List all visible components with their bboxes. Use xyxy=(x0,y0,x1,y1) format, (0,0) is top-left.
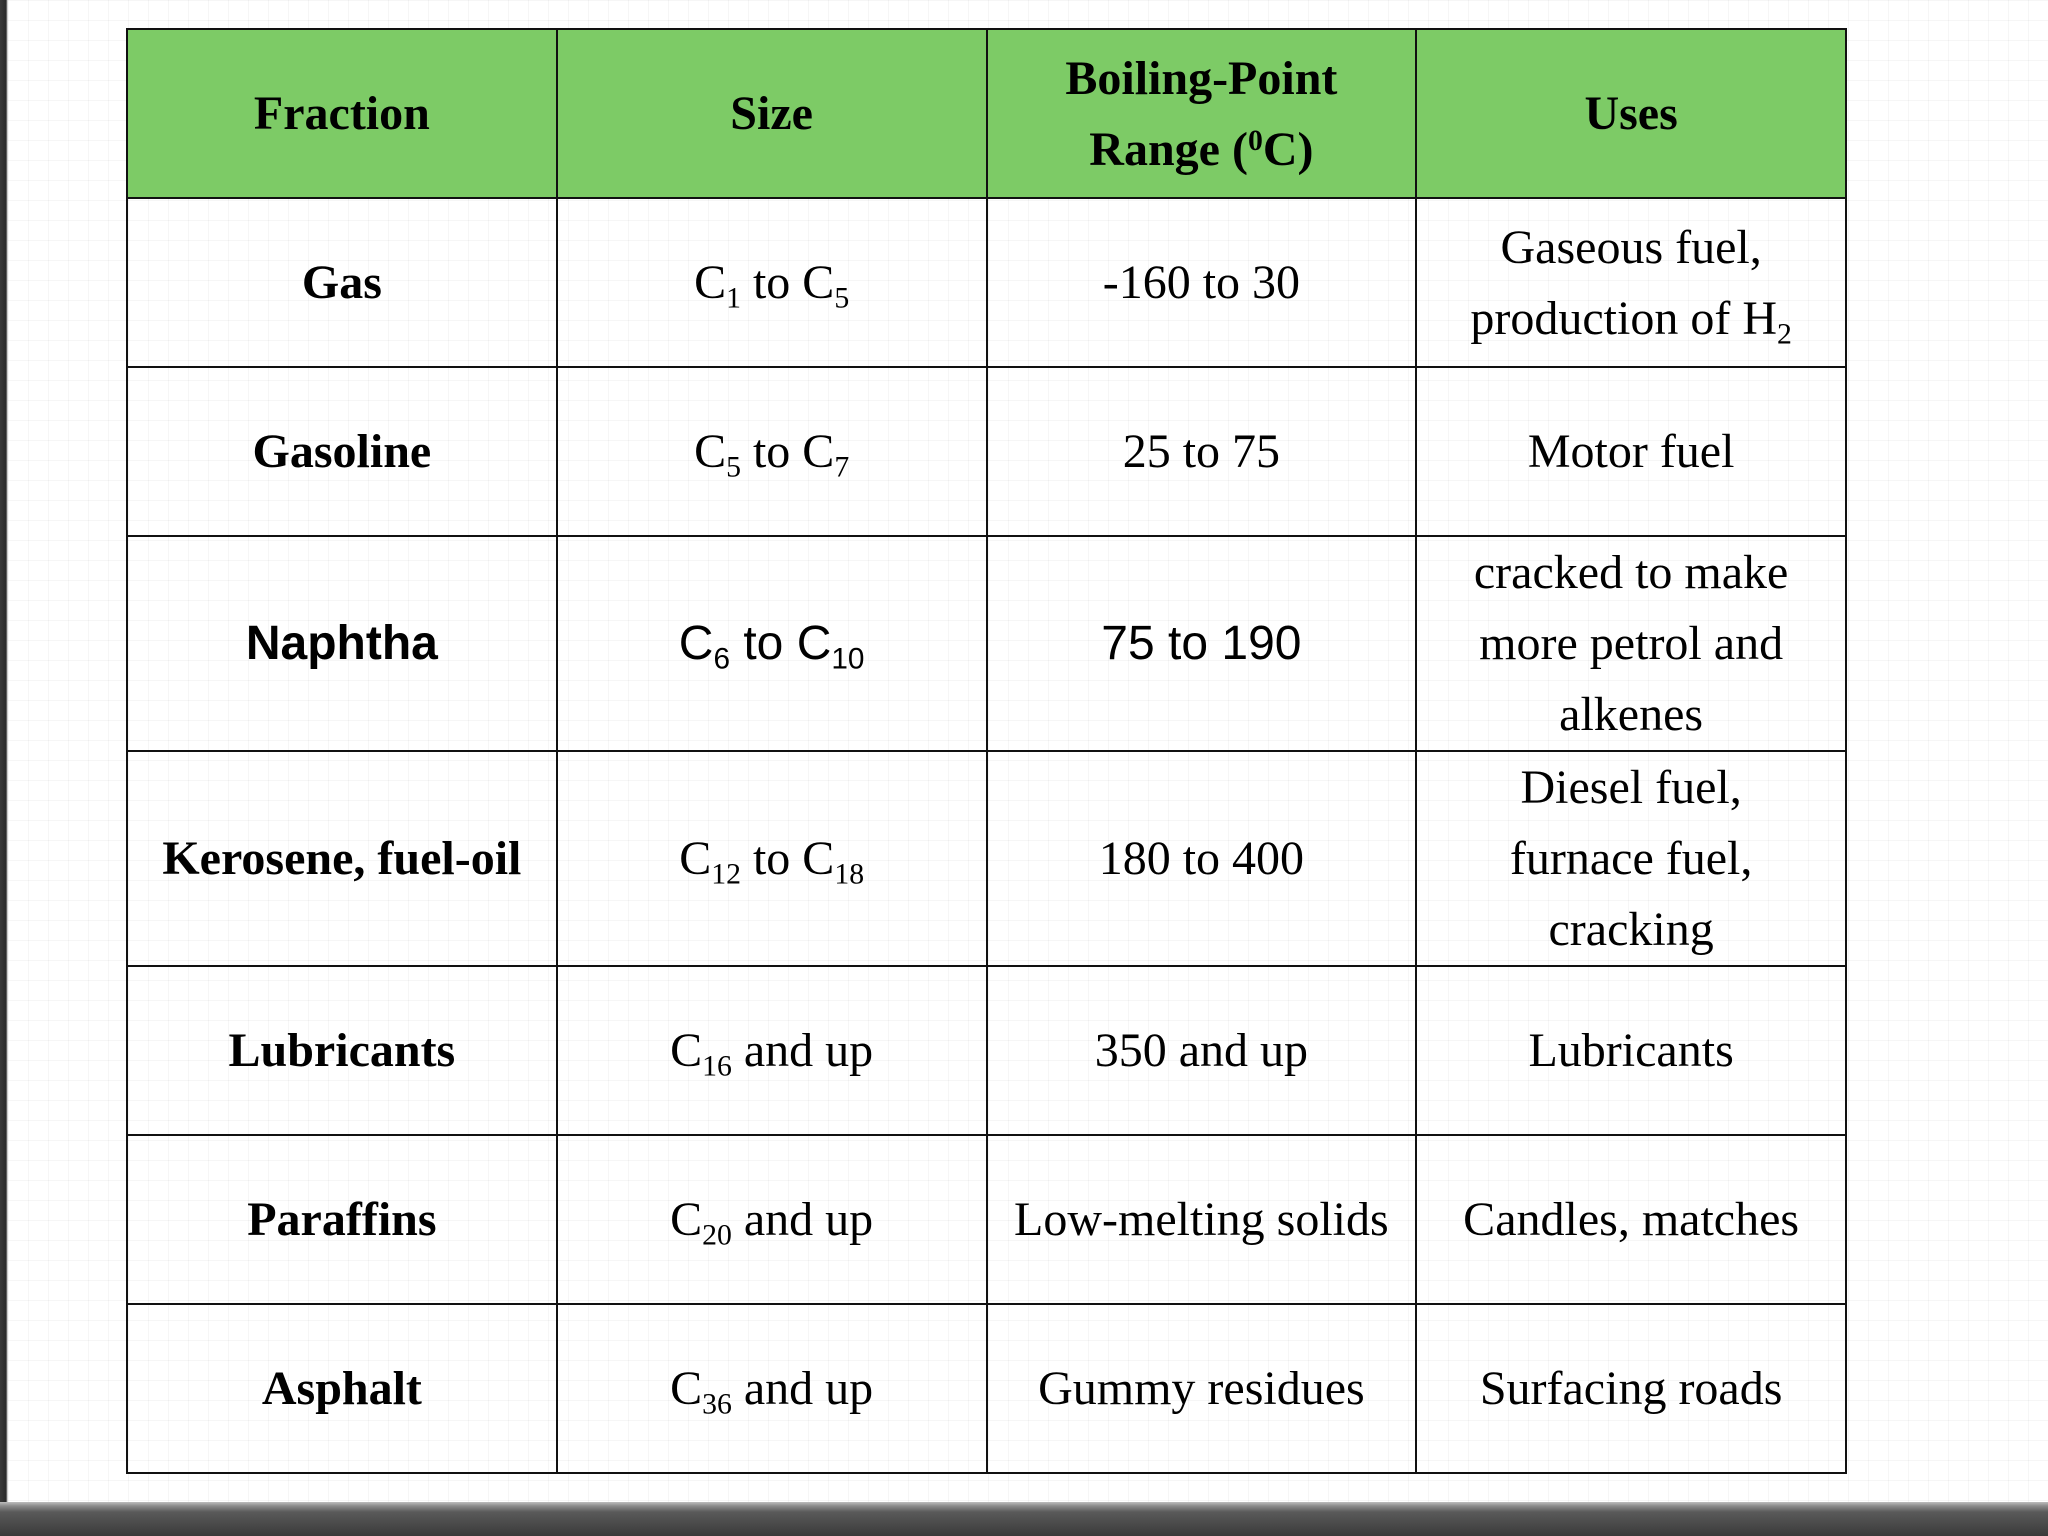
uses-line1: Diesel fuel, xyxy=(1520,761,1742,814)
size-sub2: 7 xyxy=(834,450,850,484)
boiling-cell: -160 to 30 xyxy=(987,198,1417,367)
header-size: Size xyxy=(557,29,987,198)
uses-cell: Surfacing roads xyxy=(1416,1304,1846,1473)
size-cell xyxy=(557,1135,987,1304)
size-post: and up xyxy=(731,1024,874,1077)
size-sub1: 16 xyxy=(702,1049,732,1083)
table-row xyxy=(127,198,1846,367)
boiling-cell: Gummy residues xyxy=(987,1304,1417,1473)
size-pre: C xyxy=(670,1024,703,1077)
table-row xyxy=(127,1135,1846,1304)
uses-cell: Lubricants xyxy=(1416,966,1846,1135)
size-pre: C xyxy=(679,832,712,885)
table-row xyxy=(127,966,1846,1135)
slide-bottom-shadow xyxy=(0,1502,2048,1536)
fraction-cell: Lubricants xyxy=(127,966,557,1135)
header-boiling-degree: 0 xyxy=(1247,123,1263,157)
uses-line2-sub: 2 xyxy=(1776,317,1792,351)
uses-line1: cracked to make xyxy=(1473,546,1789,599)
fraction-cell: Asphalt xyxy=(127,1304,557,1473)
header-boiling-line2-post: C) xyxy=(1262,122,1314,176)
table-row xyxy=(127,1304,1846,1473)
petroleum-fractions-table xyxy=(126,28,1847,1474)
header-uses: Uses xyxy=(1416,29,1846,198)
header-fraction: Fraction xyxy=(127,29,557,198)
size-post: and up xyxy=(731,1362,874,1415)
size-mid: to C xyxy=(740,256,835,309)
boiling-cell: Low-melting solids xyxy=(987,1135,1417,1304)
uses-line3: alkenes xyxy=(1559,688,1704,741)
uses-cell: Motor fuel xyxy=(1416,367,1846,536)
size-cell xyxy=(557,198,987,367)
uses-line3: cracking xyxy=(1548,903,1714,956)
size-sub2: 5 xyxy=(834,281,850,315)
fraction-cell: Kerosene, fuel-oil xyxy=(127,751,557,966)
uses-cell xyxy=(1416,536,1846,751)
size-pre: C xyxy=(670,1193,703,1246)
fraction-cell: Gasoline xyxy=(127,367,557,536)
size-mid: to C xyxy=(740,425,835,478)
uses-line2: production of H xyxy=(1470,291,1777,345)
header-row xyxy=(127,29,1846,198)
fraction-cell: Naphtha xyxy=(127,536,557,751)
size-sub1: 20 xyxy=(702,1218,732,1252)
size-cell xyxy=(557,1304,987,1473)
size-mid: to C xyxy=(730,617,832,670)
table-header xyxy=(127,29,1846,198)
size-sub1: 12 xyxy=(711,857,741,891)
table-body xyxy=(127,198,1846,1473)
uses-cell xyxy=(1416,198,1846,367)
size-sub2: 10 xyxy=(831,642,865,676)
header-boiling-point xyxy=(987,29,1417,198)
size-pre: C xyxy=(670,1362,703,1415)
uses-line2: more petrol and xyxy=(1479,617,1784,670)
size-pre: C xyxy=(678,617,714,670)
header-boiling-line2-pre: Range ( xyxy=(1089,122,1248,176)
size-sub2: 18 xyxy=(834,857,865,891)
size-cell xyxy=(557,367,987,536)
size-post: and up xyxy=(731,1193,874,1246)
uses-line2: furnace fuel, xyxy=(1509,832,1753,885)
size-pre: C xyxy=(694,256,727,309)
size-mid: to C xyxy=(740,832,835,885)
size-cell xyxy=(557,751,987,966)
size-cell xyxy=(557,966,987,1135)
size-sub1: 1 xyxy=(726,281,741,315)
boiling-cell: 180 to 400 xyxy=(987,751,1417,966)
header-boiling-line1: Boiling-Point xyxy=(1065,51,1338,105)
boiling-cell: 350 and up xyxy=(987,966,1417,1135)
table-row xyxy=(127,751,1846,966)
size-cell xyxy=(557,536,987,751)
fraction-cell: Gas xyxy=(127,198,557,367)
boiling-cell: 25 to 75 xyxy=(987,367,1417,536)
size-pre: C xyxy=(694,425,727,478)
size-sub1: 6 xyxy=(713,642,730,676)
uses-cell xyxy=(1416,751,1846,966)
uses-cell: Candles, matches xyxy=(1416,1135,1846,1304)
fraction-cell: Paraffins xyxy=(127,1135,557,1304)
size-sub1: 36 xyxy=(702,1387,732,1421)
table-row xyxy=(127,367,1846,536)
uses-line1: Gaseous fuel, xyxy=(1500,220,1762,274)
table-row xyxy=(127,536,1846,751)
boiling-cell: 75 to 190 xyxy=(987,536,1417,751)
size-sub1: 5 xyxy=(726,450,741,484)
